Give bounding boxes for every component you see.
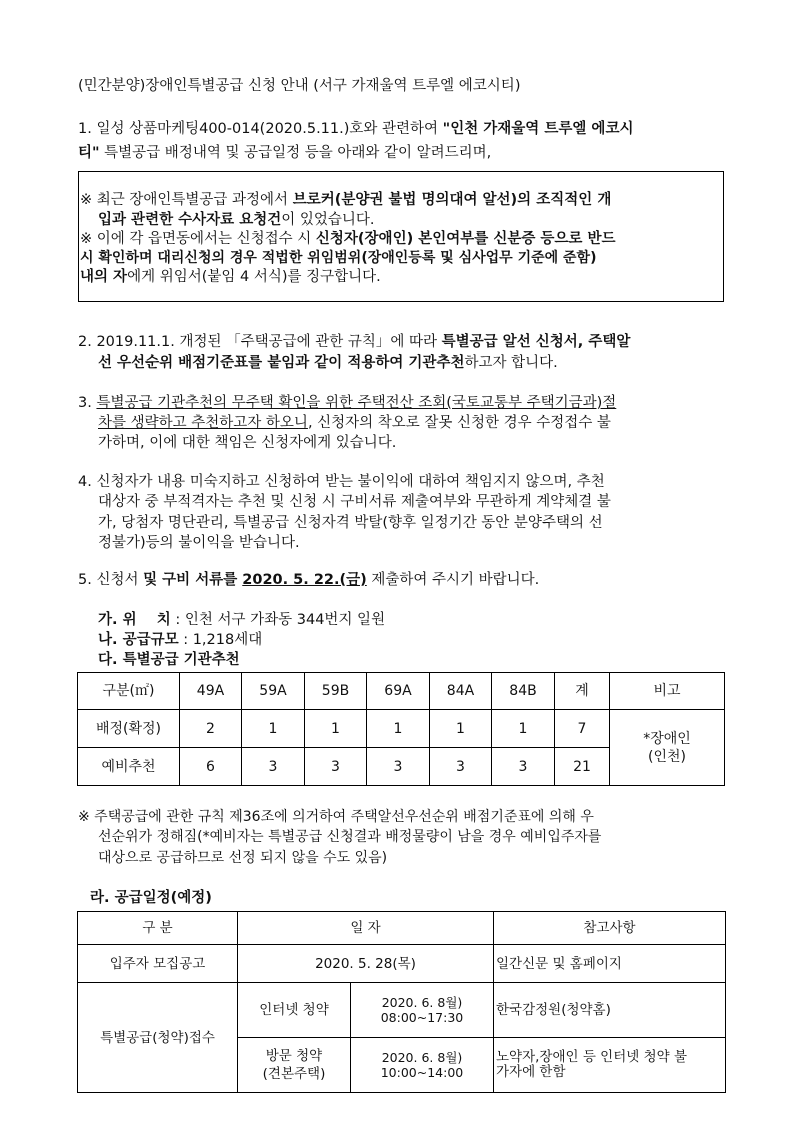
table-cell: 3 [430, 748, 492, 786]
notice-b-bold-3: 내의 자 [80, 269, 128, 285]
item4-line4: 정불가)등의 불이익을 받습니다. [98, 535, 300, 551]
remark-line2: (인천) [648, 748, 686, 765]
table-cell: 3 [242, 748, 305, 786]
sub-ga-line [98, 610, 385, 630]
notice-b-line2: 시 확인하며 대리신청의 경우 적법한 위임범위(장애인등록 및 심사업무 기준에 준함) [80, 250, 597, 266]
table-cell: 1 [242, 710, 305, 748]
item5-text: 5. 신청서 [78, 572, 144, 588]
item3-text-2: , 신청자의 착오로 잘못 신청한 경우 수정접수 불 [307, 415, 611, 431]
table-cell: 1 [367, 710, 430, 748]
sub-na-label: 나. 공급규모 [98, 632, 179, 648]
table-cell: 일간신문 및 홈페이지 [494, 945, 726, 983]
sub-ga-value: : 인천 서구 가좌동 344번지 일원 [175, 612, 386, 628]
item1-project-name-end: 티" [78, 145, 100, 161]
allocation-header-row [78, 673, 725, 710]
item3-underlined-2: 차를 생략하고 추천하고자 하오니 [98, 415, 308, 431]
table-cell: 6 [180, 748, 242, 786]
item3-line1 [78, 393, 616, 413]
item2-line2 [98, 353, 558, 373]
sub-da-label: 다. 특별공급 기관추천 [98, 652, 240, 668]
notice-b-text-3: 에게 위임서(붙임 4 서식)를 징구합니다. [127, 269, 381, 285]
footnote-line1: ※ 주택공급에 관한 규칙 제36조에 의거하여 주택알선우선순위 배점기준표에 의해 우 [78, 809, 594, 825]
item3-line3: 가하며, 이에 대한 책임은 신청자에게 있습니다. [98, 435, 397, 451]
item2-bold: 특별공급 알선 신청서, 주택알 [441, 334, 631, 350]
table-cell: 3 [305, 748, 367, 786]
item5-text-end: 제출하여 주시기 바랍니다. [366, 572, 540, 588]
header-cell: 59A [242, 673, 305, 710]
item4-line1: 4. 신청자가 내용 미숙지하고 신청하여 받는 불이익에 대하여 책임지지 않으며, 추천 [78, 474, 605, 490]
notice-a-text-2: 이 있었습니다. [281, 212, 375, 228]
ref-line: 가자에 한함 [496, 1064, 566, 1080]
notice-a-line2 [98, 210, 375, 230]
table-cell: 1 [305, 710, 367, 748]
notice-a-bold-2: 입과 관련한 수사자료 요청건 [98, 212, 282, 228]
item4-line2: 대상자 중 부적격자는 추천 및 신청 시 구비서류 제출여부와 무관하게 계약체결 불 [98, 494, 611, 510]
item1-line1 [78, 119, 633, 139]
item2-bold-2: 선 우선순위 배점기준표를 붙임과 같이 적용하여 기관추천 [98, 355, 465, 371]
type-line: (견본주택) [262, 1066, 326, 1082]
notice-a-line1 [80, 190, 611, 210]
header-cell: 59B [305, 673, 367, 710]
type-line: 방문 청약 [265, 1048, 323, 1064]
notice-a-bold: 브로커(분양권 불법 명의대여 알선)의 조직적인 개 [292, 192, 612, 208]
sub-na-line [98, 630, 262, 650]
table-row [78, 945, 726, 983]
table-cell [494, 1038, 726, 1093]
table-row [78, 983, 726, 1038]
table-cell: 1 [430, 710, 492, 748]
time-line: 10:00~14:00 [380, 1065, 464, 1080]
header-cell: 49A [180, 673, 242, 710]
date-line: 2020. 6. 8월) [381, 1050, 463, 1065]
item3-line2 [98, 413, 611, 433]
date-line: 2020. 6. 8월) [381, 995, 463, 1010]
item5-bold: 및 구비 서류를 [143, 572, 243, 588]
item2-text: 2. 2019.11.1. 개정된 「주택공급에 관한 규칙」에 따라 [78, 334, 442, 350]
header-cell: 참고사항 [494, 912, 726, 945]
notice-b-bold: 신청자(장애인) 본인여부를 신분증 등으로 반드 [315, 231, 616, 247]
table-cell [238, 1038, 351, 1093]
remark-cell [610, 710, 725, 786]
item1-text-end: 특별공급 배정내역 및 공급일정 등을 아래와 같이 알려드리며, [99, 145, 492, 161]
item3-number: 3. [78, 395, 97, 411]
document-title: (민간분양)장애인특별공급 신청 안내 (서구 가재울역 트루엘 에코시티) [78, 78, 521, 94]
table-cell: 특별공급(청약)접수 [78, 983, 238, 1093]
header-cell: 계 [555, 673, 610, 710]
notice-b-text: ※ 이에 각 읍면동에서는 신청접수 시 [80, 231, 316, 247]
footnote-line3: 대상으로 공급하므로 선정 되지 않을 수도 있음) [98, 850, 388, 866]
schedule-header-row [78, 912, 726, 945]
item3-underlined: 특별공급 기관추천의 무주택 확인을 위한 주택전산 조회(국토교통부 주택기금과)절 [96, 395, 617, 411]
table-cell [351, 983, 494, 1038]
item5-line [78, 570, 539, 590]
table-cell: 21 [555, 748, 610, 786]
table-cell: 3 [367, 748, 430, 786]
table-cell: 1 [492, 710, 555, 748]
item1-line2 [78, 143, 491, 163]
header-cell: 구 분 [78, 912, 238, 945]
ref-line: 노약자,장애인 등 인터넷 청약 불 [496, 1049, 687, 1065]
item2-text-2: 하고자 합니다. [464, 355, 558, 371]
item4-line3: 가, 당첨자 명단관리, 특별공급 신청자격 박탈(향후 일정기간 동안 분양주택의 선 [98, 515, 603, 531]
header-cell: 비고 [610, 673, 725, 710]
sub-ra-label: 라. 공급일정(예정) [90, 890, 212, 906]
item2-line1 [78, 332, 630, 352]
header-cell: 구분(㎡) [78, 673, 180, 710]
table-cell: 3 [492, 748, 555, 786]
table-cell: 인터넷 청약 [238, 983, 351, 1038]
footnote-line2: 선순위가 정해짐(*예비자는 특별공급 신청결과 배정물량이 남을 경우 예비입주자를 [98, 829, 602, 845]
table-cell: 한국감정원(청약홈) [494, 983, 726, 1038]
table-cell: 입주자 모집공고 [78, 945, 238, 983]
table-cell: 2020. 5. 28(목) [238, 945, 494, 983]
schedule-table [77, 911, 726, 1093]
header-cell: 84B [492, 673, 555, 710]
time-line: 08:00~17:30 [380, 1010, 464, 1025]
header-cell: 69A [367, 673, 430, 710]
item1-project-name: "인천 가재울역 트루엘 에코시 [442, 121, 634, 137]
row-label: 배정(확정) [78, 710, 180, 748]
table-row [78, 710, 725, 748]
remark-line1: *장애인 [643, 730, 691, 747]
item1-text: 1. 일성 상품마케팅400-014(2020.5.11.)호와 관련하여 [78, 121, 443, 137]
header-cell: 84A [430, 673, 492, 710]
sub-ga-label: 가. 위 치 [98, 612, 171, 628]
table-cell: 7 [555, 710, 610, 748]
table-cell: 2 [180, 710, 242, 748]
notice-b-line3 [80, 267, 381, 287]
allocation-table [77, 672, 725, 786]
notice-b-line1 [80, 229, 615, 249]
notice-a-text: ※ 최근 장애인특별공급 과정에서 [80, 192, 293, 208]
item5-deadline: 2020. 5. 22.(금) [242, 572, 367, 588]
sub-na-value: : 1,218세대 [183, 632, 263, 648]
table-cell [351, 1038, 494, 1093]
row-label: 예비추천 [78, 748, 180, 786]
header-cell: 일 자 [238, 912, 494, 945]
